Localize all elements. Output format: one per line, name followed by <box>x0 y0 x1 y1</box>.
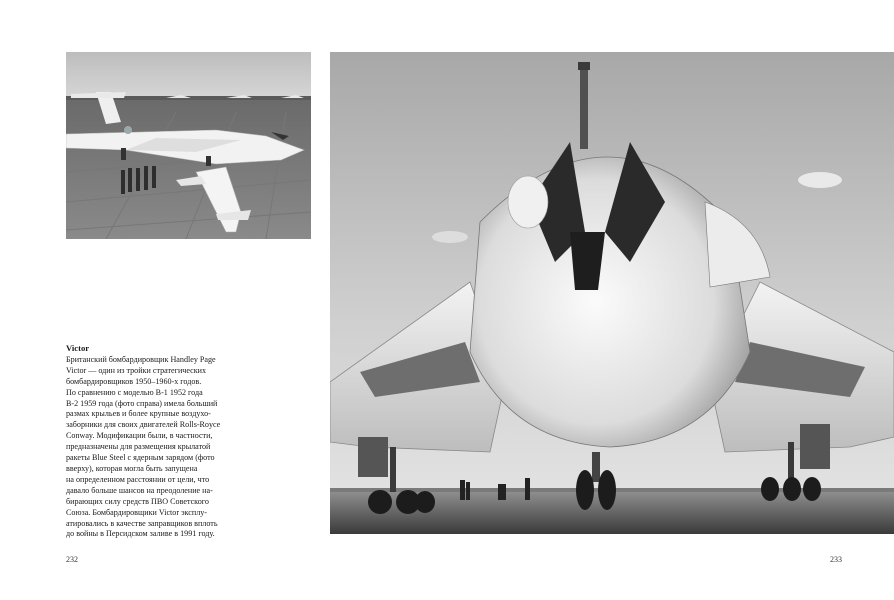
photo-caption <box>66 343 246 540</box>
page-number-right: 233 <box>830 555 842 564</box>
victor-front-photo <box>330 52 894 534</box>
caption-body: Британский бомбардировщик Handley Page Victor — один из тройки стратегических бомбардировщиков 1950–1960-х годов. По сравнению с моделью B-1 1952 года B-2 1959 года (фото справа) имела больший размах крыльев и более крупные воздухо- заборники для своих двигателей Rolls-Royce Conway. Модификации были, в частности, предназначены для размещения крылатой ракеты Blue Steel с ядерным зарядом (фото вверху), которая могла быть запущена на определенном расстоянии от цели, что давало больше шансов на преодоление на- бирающих силу средств ПВО Советского Союза. Бомбардировщики Victor эксплу- атировались в качестве заправщиков вплоть до войны в Персидском заливе в 1991 году. <box>66 354 221 539</box>
victor-missile-photo-image <box>66 52 311 239</box>
caption-title: Victor <box>66 343 90 353</box>
victor-missile-photo <box>66 52 311 239</box>
victor-front-photo-image <box>330 52 894 534</box>
page-number-left: 232 <box>66 555 78 564</box>
